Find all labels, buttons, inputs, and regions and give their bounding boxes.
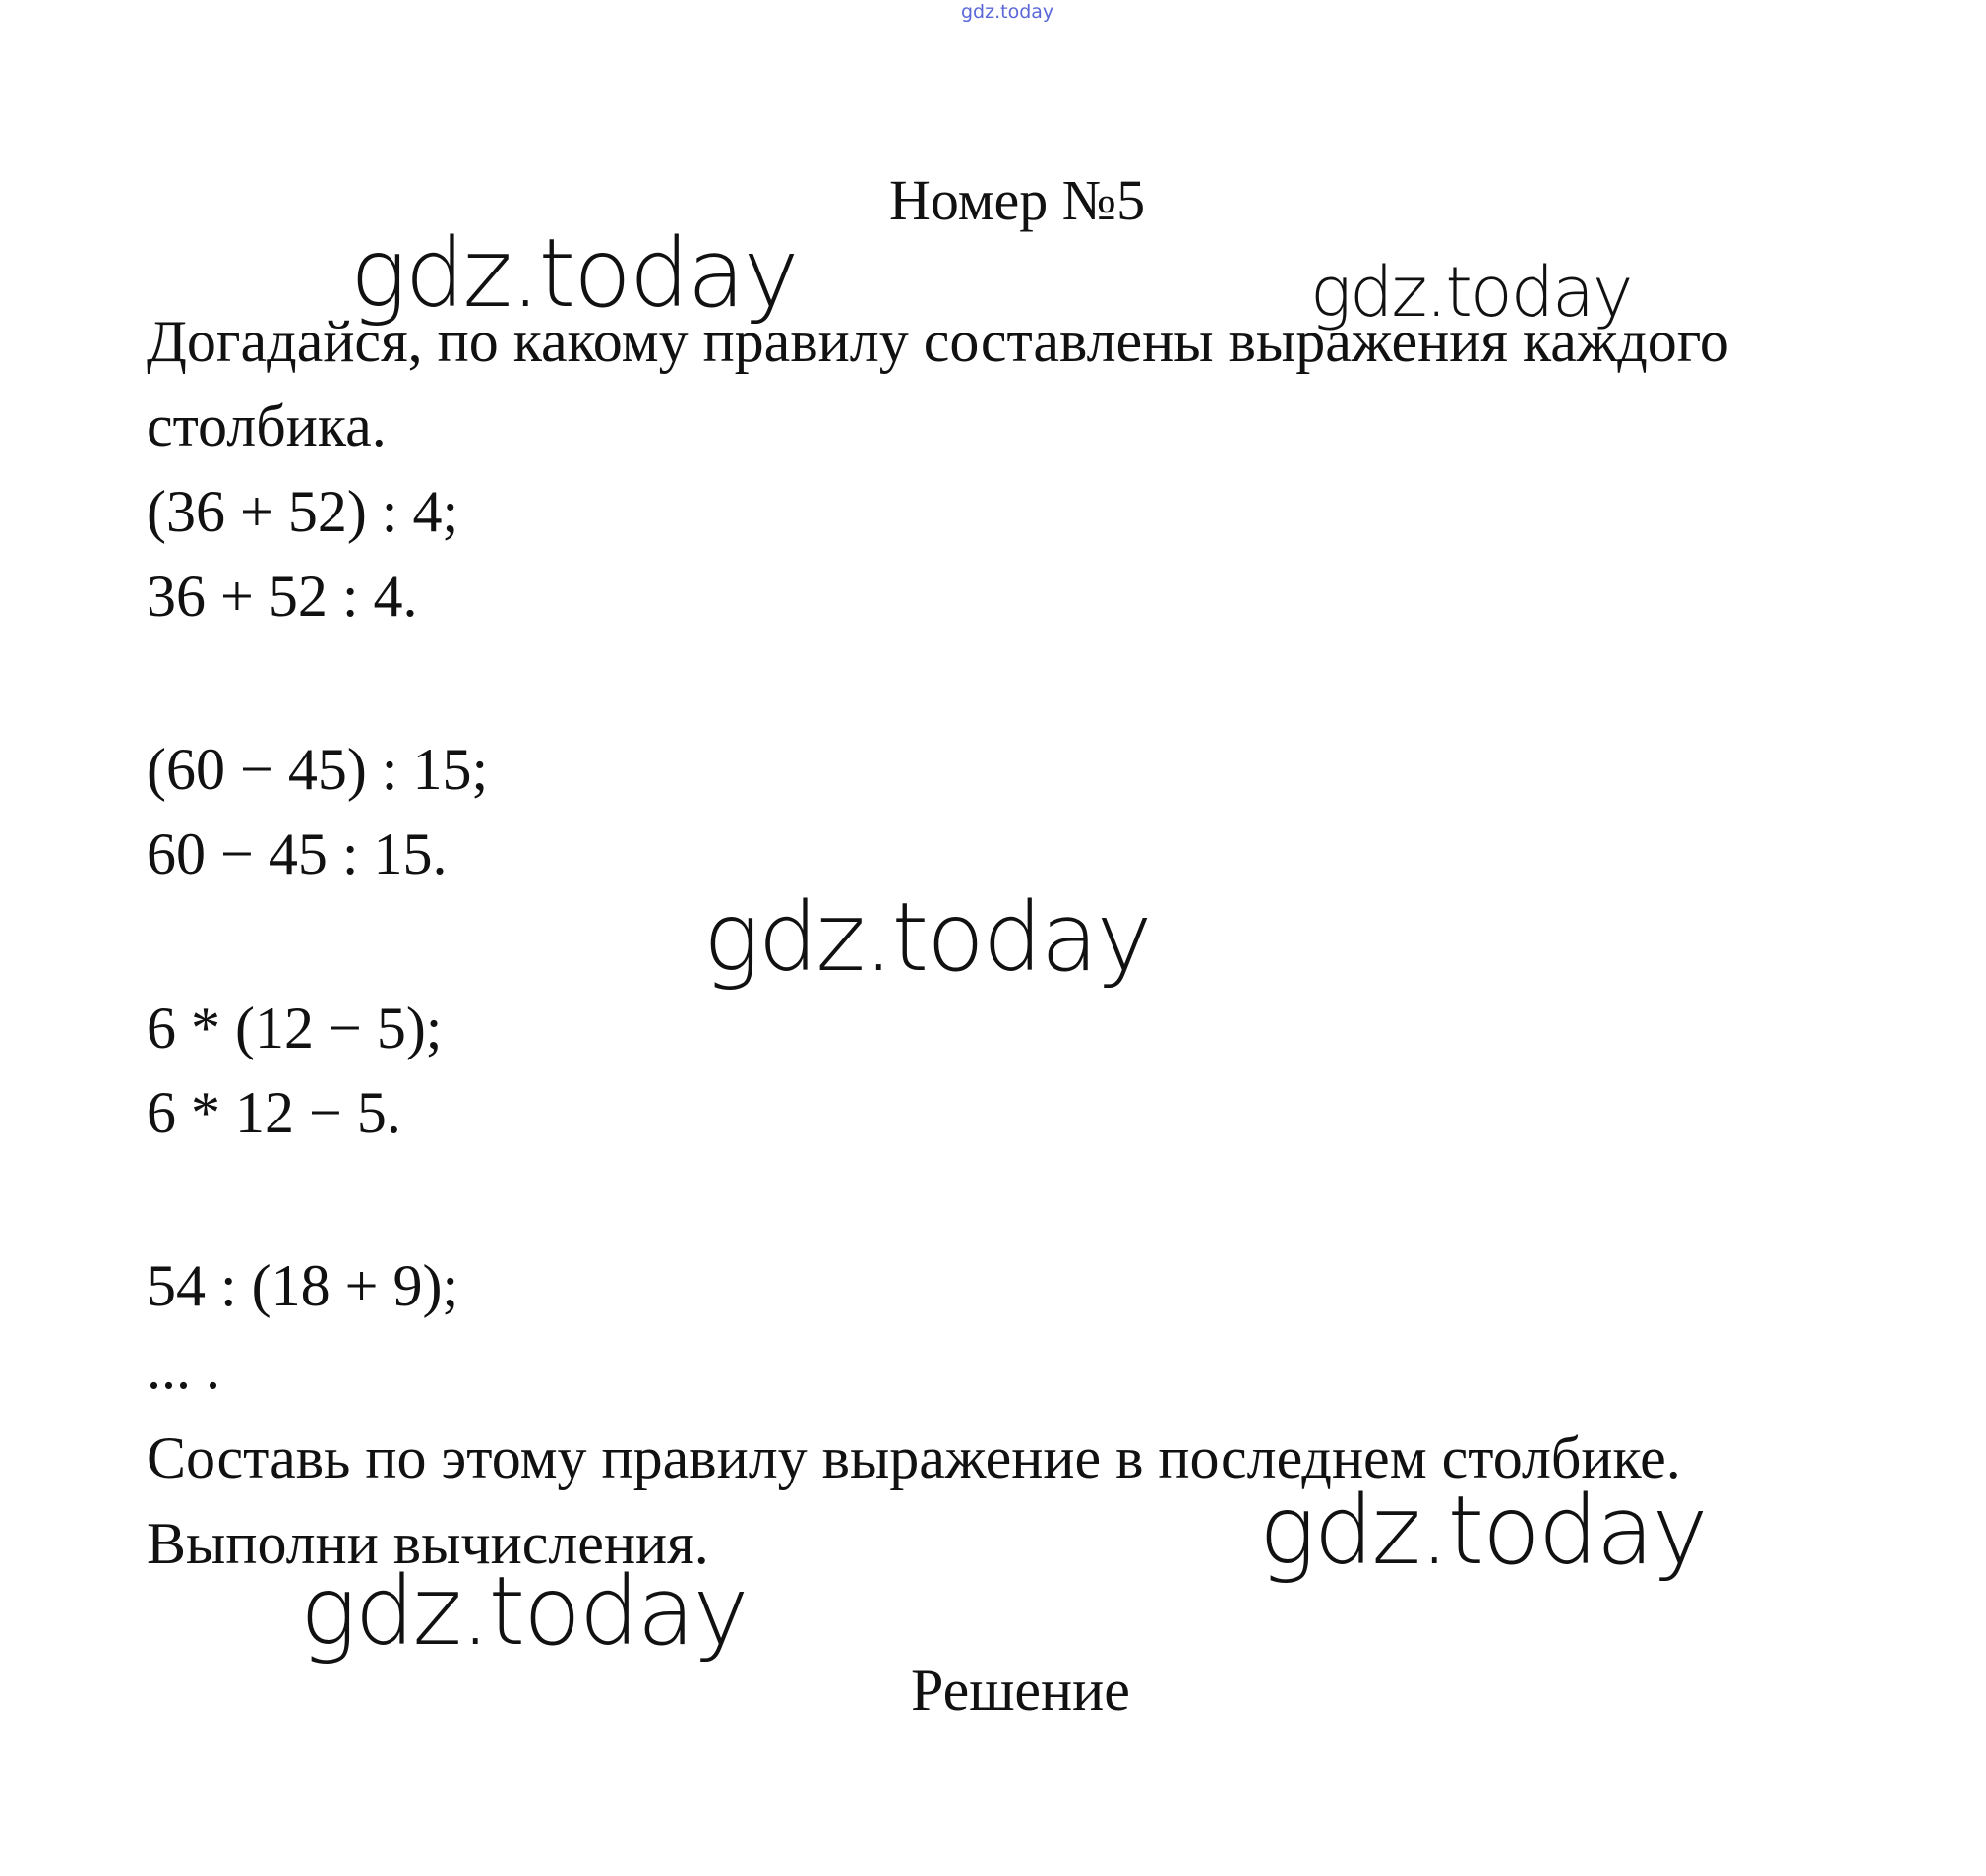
expression-4a: 54 : (18 + 9); bbox=[147, 1253, 459, 1318]
site-mark-top: gdz.today bbox=[961, 1, 1054, 23]
expression-3b: 6 * 12 − 5. bbox=[147, 1080, 401, 1145]
watermark: gdz.today bbox=[350, 218, 798, 329]
instruction-line-2: Выполни вычисления. bbox=[147, 1511, 709, 1576]
expression-2b: 60 − 45 : 15. bbox=[147, 821, 448, 886]
page-title: Номер №5 bbox=[889, 168, 1146, 232]
expression-2a: (60 − 45) : 15; bbox=[147, 737, 489, 802]
task-line-2: столбика. bbox=[147, 393, 387, 458]
expression-1b: 36 + 52 : 4. bbox=[147, 564, 418, 629]
expression-1a: (36 + 52) : 4; bbox=[147, 479, 459, 544]
task-line-1: Догадайся, по какому правилу составлены выражения каждого bbox=[147, 309, 1729, 374]
watermark: gdz.today bbox=[1310, 252, 1632, 333]
watermark: gdz.today bbox=[703, 882, 1151, 993]
expression-4b-ellipsis: ... . bbox=[147, 1336, 220, 1401]
watermark: gdz.today bbox=[1259, 1476, 1707, 1586]
watermark: gdz.today bbox=[300, 1556, 748, 1666]
solution-heading: Решение bbox=[911, 1658, 1130, 1723]
expression-3a: 6 * (12 − 5); bbox=[147, 996, 443, 1060]
instruction-line-1: Составь по этому правилу выражение в последнем столбике. bbox=[147, 1425, 1681, 1490]
